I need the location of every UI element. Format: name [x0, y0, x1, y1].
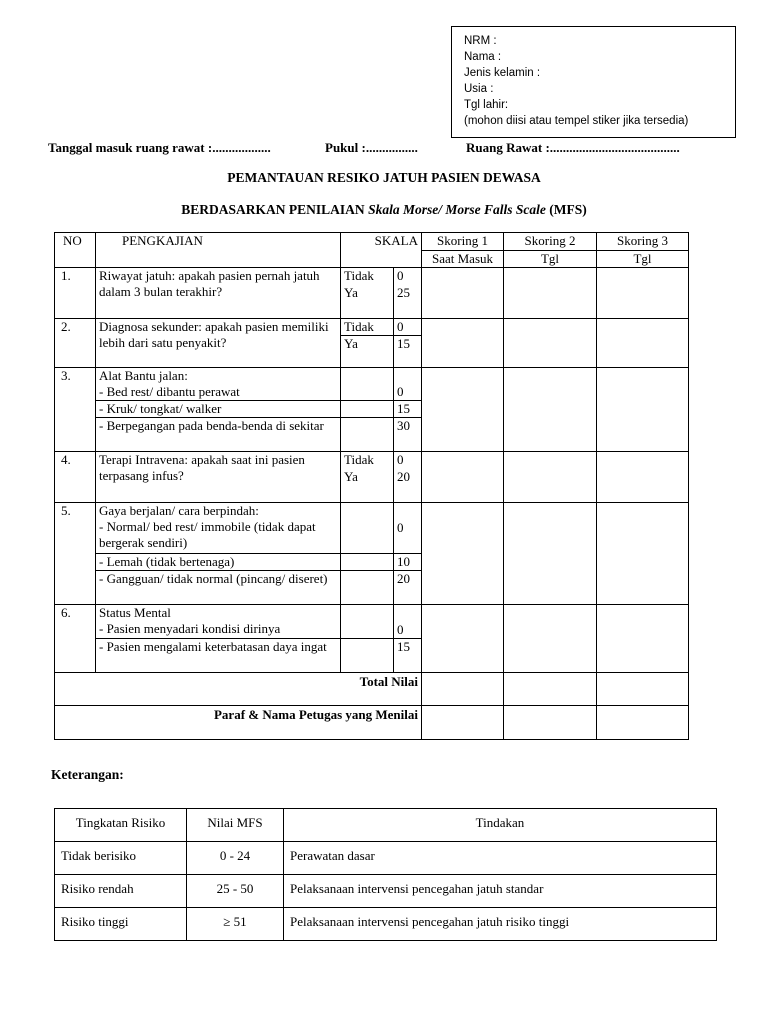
- row3-item1: [96, 368, 341, 401]
- risk-row2-tindakan: Pelaksanaan intervensi pencegahan jatuh standar: [284, 875, 717, 908]
- row3-item2-score: 15: [394, 401, 422, 418]
- row1-pengkajian: Riwayat jatuh: apakah pasien pernah jatuh dalam 3 bulan terakhir?: [96, 268, 341, 319]
- row5-item1-empty: [341, 503, 394, 554]
- header-skala: SKALA: [341, 233, 422, 268]
- header-skoring1: Skoring 1: [422, 233, 504, 251]
- row6-no: 6.: [55, 605, 96, 673]
- row6-title: Status Mental: [99, 605, 171, 620]
- risk-row3-nilai: ≥ 51: [187, 908, 284, 941]
- paraf-skoring1-cell[interactable]: [422, 706, 504, 740]
- header-tgl3: Tgl: [597, 251, 689, 268]
- tgl-lahir-field[interactable]: Tgl lahir:: [464, 99, 509, 111]
- row3-skoring1-cell[interactable]: [422, 368, 504, 452]
- row5-skoring2-cell[interactable]: [504, 503, 597, 605]
- row1-skoring3-cell[interactable]: [597, 268, 689, 319]
- row1-opt1-score: 0: [394, 268, 422, 285]
- row4-opt1-label: Tidak: [341, 452, 394, 469]
- risk-row3-tindakan: Pelaksanaan intervensi pencegahan jatuh risiko tinggi: [284, 908, 717, 941]
- total-nilai-label: Total Nilai: [55, 673, 422, 706]
- row1-skoring1-cell[interactable]: [422, 268, 504, 319]
- sticker-note: (mohon diisi atau tempel stiker jika tersedia): [464, 115, 689, 127]
- risk-level-table: [54, 808, 717, 941]
- row3-item2-text: - Kruk/ tongkat/ walker: [96, 401, 341, 418]
- mfs-table: [54, 232, 689, 740]
- nrm-field[interactable]: NRM :: [464, 35, 497, 47]
- keterangan-label: Keterangan:: [51, 767, 124, 782]
- ruang-rawat-field[interactable]: Ruang Rawat :........................................: [466, 140, 680, 155]
- row5-title: Gaya berjalan/ cara berpindah:: [99, 503, 259, 518]
- row6-item1-text: - Pasien menyadari kondisi dirinya: [99, 621, 281, 636]
- header-no: NO: [55, 233, 96, 268]
- row3-item3-empty: [341, 418, 394, 452]
- row3-item2-empty: [341, 401, 394, 418]
- paraf-skoring2-cell[interactable]: [504, 706, 597, 740]
- row4-opt2-score: 20: [394, 469, 422, 503]
- patient-identity-box: [451, 26, 736, 138]
- row3-skoring2-cell[interactable]: [504, 368, 597, 452]
- risk-header-tingkatan: Tingkatan Risiko: [55, 809, 187, 842]
- row2-opt1-label: Tidak: [341, 319, 394, 336]
- paraf-label: Paraf & Nama Petugas yang Menilai: [55, 706, 422, 740]
- risk-row2-tingkatan: Risiko rendah: [55, 875, 187, 908]
- row2-no: 2.: [55, 319, 96, 368]
- row6-item2-text: - Pasien mengalami keterbatasan daya ingat: [96, 639, 341, 673]
- row5-skoring1-cell[interactable]: [422, 503, 504, 605]
- row1-opt2-score: 25: [394, 285, 422, 319]
- row3-item3-score: 30: [394, 418, 422, 452]
- header-pengkajian: PENGKAJIAN: [96, 233, 341, 268]
- header-skoring2: Skoring 2: [504, 233, 597, 251]
- row1-skoring2-cell[interactable]: [504, 268, 597, 319]
- row6-item1-score: 0: [394, 605, 422, 639]
- row2-pengkajian: Diagnosa sekunder: apakah pasien memiliki lebih dari satu penyakit?: [96, 319, 341, 368]
- total-skoring2-cell[interactable]: [504, 673, 597, 706]
- row5-skoring3-cell[interactable]: [597, 503, 689, 605]
- row5-item3-empty: [341, 571, 394, 605]
- subtitle-suffix: (MFS): [545, 202, 587, 217]
- header-tgl2: Tgl: [504, 251, 597, 268]
- row1-no: 1.: [55, 268, 96, 319]
- row6-item1-empty: [341, 605, 394, 639]
- subtitle-prefix: BERDASARKAN PENILAIAN: [181, 202, 369, 217]
- row1-opt1-label: Tidak: [341, 268, 394, 285]
- row3-title: Alat Bantu jalan:: [99, 368, 188, 383]
- row3-skoring3-cell[interactable]: [597, 368, 689, 452]
- nama-field[interactable]: Nama :: [464, 51, 502, 63]
- row2-opt2-score: 15: [394, 336, 422, 368]
- page-subtitle: [0, 202, 768, 218]
- row4-skoring3-cell[interactable]: [597, 452, 689, 503]
- row3-item1-score: 0: [394, 368, 422, 401]
- usia-field[interactable]: Usia :: [464, 83, 494, 95]
- row4-opt1-score: 0: [394, 452, 422, 469]
- row2-opt2-label: Ya: [341, 336, 394, 368]
- header-saat-masuk: Saat Masuk: [422, 251, 504, 268]
- row6-item2-empty: [341, 639, 394, 673]
- row3-item3-text: - Berpegangan pada benda-benda di sekitar: [96, 418, 341, 452]
- row2-opt1-score: 0: [394, 319, 422, 336]
- row5-item3-text: - Gangguan/ tidak normal (pincang/ diseret): [96, 571, 341, 605]
- risk-row1-nilai: 0 - 24: [187, 842, 284, 875]
- page-title: PEMANTAUAN RESIKO JATUH PASIEN DEWASA: [227, 170, 541, 185]
- row3-item1-empty: [341, 368, 394, 401]
- row2-skoring2-cell[interactable]: [504, 319, 597, 368]
- row2-skoring3-cell[interactable]: [597, 319, 689, 368]
- row4-pengkajian: Terapi Intravena: apakah saat ini pasien terpasang infus?: [96, 452, 341, 503]
- risk-row3-tingkatan: Risiko tinggi: [55, 908, 187, 941]
- row5-item1-score: 0: [394, 503, 422, 554]
- row5-item1: [96, 503, 341, 554]
- total-skoring1-cell[interactable]: [422, 673, 504, 706]
- row2-skoring1-cell[interactable]: [422, 319, 504, 368]
- paraf-skoring3-cell[interactable]: [597, 706, 689, 740]
- row3-item1-text: - Bed rest/ dibantu perawat: [99, 384, 240, 399]
- header-skoring3: Skoring 3: [597, 233, 689, 251]
- row1-opt2-label: Ya: [341, 285, 394, 319]
- risk-row1-tingkatan: Tidak berisiko: [55, 842, 187, 875]
- row6-skoring2-cell[interactable]: [504, 605, 597, 673]
- tanggal-masuk-field[interactable]: Tanggal masuk ruang rawat :..................: [48, 140, 271, 155]
- row5-item1-text: - Normal/ bed rest/ immobile (tidak dapat bergerak sendiri): [99, 519, 316, 550]
- row5-item2-empty: [341, 554, 394, 571]
- risk-row1-tindakan: Perawatan dasar: [284, 842, 717, 875]
- row6-skoring3-cell[interactable]: [597, 605, 689, 673]
- total-skoring3-cell[interactable]: [597, 673, 689, 706]
- risk-header-tindakan: Tindakan: [284, 809, 717, 842]
- row6-skoring1-cell[interactable]: [422, 605, 504, 673]
- row6-item1: [96, 605, 341, 639]
- row4-no: 4.: [55, 452, 96, 503]
- row5-item2-text: - Lemah (tidak bertenaga): [96, 554, 341, 571]
- row6-item2-score: 15: [394, 639, 422, 673]
- subtitle-italic: Skala Morse/ Morse Falls Scale: [368, 202, 546, 217]
- row5-no: 5.: [55, 503, 96, 605]
- row4-opt2-label: Ya: [341, 469, 394, 503]
- row4-skoring1-cell[interactable]: [422, 452, 504, 503]
- jenis-kelamin-field[interactable]: Jenis kelamin :: [464, 67, 541, 79]
- risk-header-nilai: Nilai MFS: [187, 809, 284, 842]
- pukul-field[interactable]: Pukul :................: [325, 140, 418, 155]
- row4-skoring2-cell[interactable]: [504, 452, 597, 503]
- row5-item3-score: 20: [394, 571, 422, 605]
- row5-item2-score: 10: [394, 554, 422, 571]
- row3-no: 3.: [55, 368, 96, 452]
- risk-row2-nilai: 25 - 50: [187, 875, 284, 908]
